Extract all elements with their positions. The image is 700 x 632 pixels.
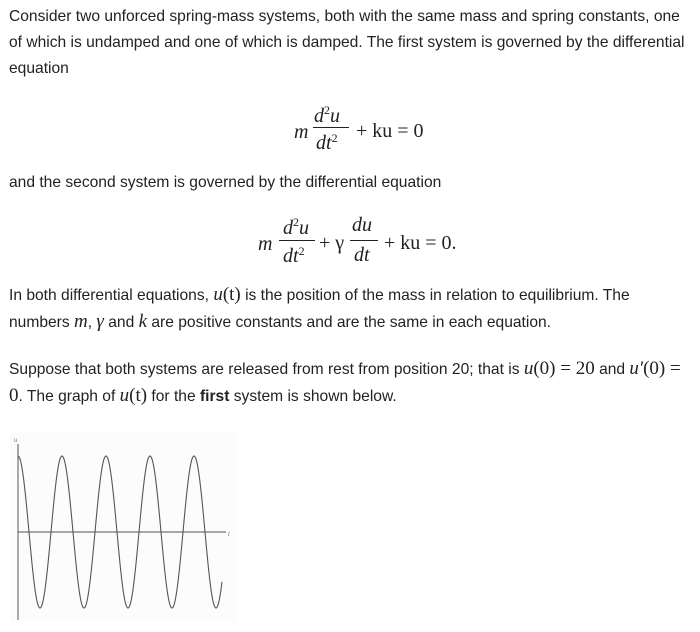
x-axis-label: t bbox=[228, 532, 230, 538]
eq1-coef: m bbox=[294, 121, 309, 143]
initial-conditions-paragraph: Suppose that both systems are released from rest from position 20; that is u(0) = 20 and u′(0) = 0. The graph of u(t) for the first system is shown below. bbox=[9, 358, 681, 406]
eq1-rest: + ku = 0 bbox=[356, 120, 424, 142]
intro-paragraph: Consider two unforced spring-mass systems, both with the same mass and spring constants, one of which is undamped and one of which is damped. The first system is governed by the differential equation bbox=[9, 8, 685, 77]
equation-damped: m $d^2u$ $dt^2$ + γ du dt + ku = 0. bbox=[258, 214, 457, 267]
mid-paragraph: and the second system is governed by the differential equation bbox=[9, 174, 442, 191]
undamped-oscillation-graph bbox=[10, 432, 236, 622]
y-axis-label: u bbox=[14, 438, 18, 444]
equation-undamped: m $d^2u$ $dt^2$ + ku = 0 bbox=[294, 103, 424, 154]
definitions-paragraph: In both differential equations, u(t) is the position of the mass in relation to equilibrium. The numbers m, γ and k are positive constants and are the same in each equation. bbox=[9, 284, 630, 332]
